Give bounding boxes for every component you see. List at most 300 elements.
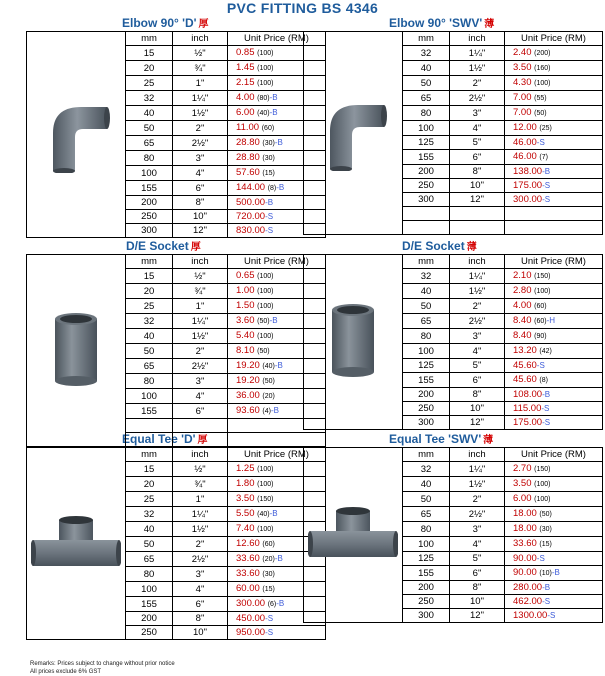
stock-code: -B xyxy=(274,138,283,147)
size-inch: 3" xyxy=(450,106,505,121)
unit-price-cell xyxy=(505,537,603,552)
unit-price: 4.00 xyxy=(236,92,255,103)
unit-price: 28.80 xyxy=(236,152,260,163)
size-mm: 155 xyxy=(126,597,173,612)
unit-price: 0.65 xyxy=(236,270,255,281)
unit-price: 8.10 xyxy=(236,345,255,356)
elbow-fitting-icon xyxy=(318,163,388,174)
price-table xyxy=(303,31,603,235)
stock-code: -S xyxy=(265,226,274,235)
unit-price: 36.00 xyxy=(236,390,260,401)
unit-price-cell xyxy=(228,626,326,640)
table-header-row xyxy=(304,32,603,46)
unit-price: 60.00 xyxy=(236,583,260,594)
stock-code: -B xyxy=(274,554,283,563)
size-mm: 250 xyxy=(403,179,450,193)
size-mm: 155 xyxy=(403,150,450,165)
unit-price: 138.00 xyxy=(513,166,543,177)
section-title xyxy=(402,238,477,253)
pack-quantity: (100) xyxy=(534,80,551,87)
size-mm: 65 xyxy=(403,507,450,522)
page-title: PVC FITTING BS 4346 xyxy=(226,0,379,16)
size-inch: 10" xyxy=(173,210,228,224)
size-mm: 50 xyxy=(126,537,173,552)
price-table-block xyxy=(303,254,602,430)
section-title xyxy=(389,15,494,30)
thickness-mark: 厚 xyxy=(198,19,209,30)
size-mm: 100 xyxy=(126,166,173,181)
unit-price: 12.00 xyxy=(513,122,537,133)
size-inch: 1¼" xyxy=(173,91,228,106)
unit-price: 950.00 xyxy=(236,627,266,638)
size-mm: 300 xyxy=(126,224,173,238)
unit-price: 45.60 xyxy=(513,374,537,385)
size-mm: 50 xyxy=(403,76,450,91)
size-mm: 20 xyxy=(126,61,173,76)
unit-price: 28.80 xyxy=(236,137,260,148)
stock-code: -S xyxy=(541,404,550,413)
unit-price: 300.00 xyxy=(236,598,266,609)
pack-quantity: (30) xyxy=(539,526,552,533)
size-mm: 80 xyxy=(126,567,173,582)
pack-quantity: (20) xyxy=(262,393,275,400)
size-mm: 250 xyxy=(403,402,450,416)
stock-code: -S xyxy=(536,554,545,563)
size-inch: 6" xyxy=(450,150,505,165)
stock-code: -S xyxy=(265,614,274,623)
tee-fitting-icon xyxy=(308,553,398,564)
size-mm: 32 xyxy=(126,91,173,106)
unit-price: 8.40 xyxy=(513,330,532,341)
stock-code: -S xyxy=(542,418,551,427)
unit-price: 6.00 xyxy=(236,107,255,118)
size-mm: 155 xyxy=(126,404,173,419)
unit-price: 7.00 xyxy=(513,107,532,118)
product-image-cell xyxy=(304,255,403,430)
size-inch: 3" xyxy=(173,567,228,582)
size-inch: 1¼" xyxy=(173,314,228,329)
unit-price: 19.20 xyxy=(236,360,260,371)
pack-quantity: (100) xyxy=(257,333,274,340)
unit-price-cell xyxy=(505,314,603,329)
size-mm: 40 xyxy=(403,61,450,76)
pack-quantity: (100) xyxy=(257,466,274,473)
size-inch: 6" xyxy=(450,566,505,581)
pack-quantity: (40) xyxy=(257,511,270,518)
header-inch: inch xyxy=(450,255,505,269)
size-mm: 80 xyxy=(126,374,173,389)
size-inch: 4" xyxy=(173,582,228,597)
unit-price: 57.60 xyxy=(236,167,260,178)
size-inch: 10" xyxy=(173,626,228,640)
pack-quantity: (50) xyxy=(257,348,270,355)
size-mm: 65 xyxy=(126,136,173,151)
pack-quantity: (150) xyxy=(534,466,551,473)
header-inch: inch xyxy=(450,32,505,46)
price-table-block xyxy=(26,447,325,640)
unit-price-cell xyxy=(505,595,603,609)
size-inch: ¾" xyxy=(173,477,228,492)
header-inch: inch xyxy=(450,448,505,462)
size-inch: 1¼" xyxy=(173,507,228,522)
size-inch: ½" xyxy=(173,269,228,284)
socket-fitting-icon xyxy=(328,370,378,381)
size-mm: 200 xyxy=(403,165,450,179)
pack-quantity: (100) xyxy=(257,65,274,72)
stock-code: -B xyxy=(542,167,551,176)
size-inch: 4" xyxy=(450,121,505,136)
size-mm: 65 xyxy=(126,359,173,374)
price-table-block xyxy=(26,254,325,447)
size-inch: 4" xyxy=(173,166,228,181)
pack-quantity: (20) xyxy=(262,556,275,563)
size-inch: ¾" xyxy=(173,284,228,299)
size-inch: 1¼" xyxy=(450,462,505,477)
unit-price: 3.50 xyxy=(513,62,532,73)
size-mm: 32 xyxy=(126,507,173,522)
unit-price: 33.60 xyxy=(236,568,260,579)
size-inch: 2" xyxy=(173,344,228,359)
product-image-cell xyxy=(27,32,126,238)
unit-price-cell xyxy=(505,179,603,193)
size-inch: 12" xyxy=(450,193,505,207)
unit-price: 33.60 xyxy=(236,553,260,564)
size-mm: 32 xyxy=(403,462,450,477)
unit-price: 1.25 xyxy=(236,463,255,474)
size-inch: 1" xyxy=(173,76,228,91)
thickness-mark: 薄 xyxy=(483,435,494,446)
table-header-row xyxy=(304,448,603,462)
size-inch: 1¼" xyxy=(450,46,505,61)
unit-price: 175.00 xyxy=(513,417,543,428)
size-mm: 40 xyxy=(126,106,173,121)
size-inch: 8" xyxy=(173,612,228,626)
pack-quantity: (55) xyxy=(534,95,547,102)
unit-price-cell xyxy=(505,329,603,344)
stock-code: -B xyxy=(265,198,274,207)
header-price: Unit Price (RM) xyxy=(505,32,603,46)
size-inch: 1" xyxy=(173,492,228,507)
pack-quantity: (100) xyxy=(257,288,274,295)
product-image-cell xyxy=(27,255,126,447)
unit-price: 1.45 xyxy=(236,62,255,73)
size-inch: 12" xyxy=(173,224,228,238)
stock-code: -B xyxy=(269,316,278,325)
size-inch: 1½" xyxy=(450,61,505,76)
unit-price: 13.20 xyxy=(513,345,537,356)
unit-price: 33.60 xyxy=(513,538,537,549)
price-table xyxy=(303,254,603,430)
product-image-cell xyxy=(304,448,403,623)
size-inch xyxy=(173,433,228,447)
stock-code: -B xyxy=(270,406,279,415)
unit-price: 12.60 xyxy=(236,538,260,549)
size-mm: 15 xyxy=(126,46,173,61)
section-name: Equal Tee 'SWV' xyxy=(389,432,482,446)
size-inch: 5" xyxy=(450,359,505,373)
unit-price-cell xyxy=(505,46,603,61)
stock-code: -S xyxy=(536,361,545,370)
size-mm: 155 xyxy=(403,566,450,581)
pack-quantity: (200) xyxy=(534,50,551,57)
pack-quantity: (60) xyxy=(534,303,547,310)
size-mm: 200 xyxy=(126,196,173,210)
unit-price-cell xyxy=(505,566,603,581)
header-price: Unit Price (RM) xyxy=(228,32,326,46)
stock-code: -B xyxy=(542,583,551,592)
unit-price-cell xyxy=(228,433,326,447)
unit-price-cell xyxy=(505,492,603,507)
unit-price: 19.20 xyxy=(236,375,260,386)
size-mm: 300 xyxy=(403,609,450,623)
size-inch: 3" xyxy=(173,151,228,166)
size-inch: 3" xyxy=(450,329,505,344)
size-mm: 80 xyxy=(126,151,173,166)
size-mm: 20 xyxy=(126,477,173,492)
size-inch: 1¼" xyxy=(450,269,505,284)
size-mm: 65 xyxy=(126,552,173,567)
unit-price-cell xyxy=(505,299,603,314)
pack-quantity: (15) xyxy=(539,541,552,548)
size-inch: 2½" xyxy=(450,314,505,329)
pack-quantity: (100) xyxy=(257,273,274,280)
pack-quantity: (30) xyxy=(262,140,275,147)
unit-price: 720.00 xyxy=(236,211,266,222)
header-inch: inch xyxy=(173,255,228,269)
size-inch: 2" xyxy=(173,537,228,552)
size-mm: 40 xyxy=(403,284,450,299)
unit-price: 90.00 xyxy=(513,553,537,564)
price-table xyxy=(26,447,326,640)
unit-price-cell xyxy=(505,150,603,165)
size-inch: ¾" xyxy=(173,61,228,76)
pack-quantity: (100) xyxy=(534,288,551,295)
unit-price-cell xyxy=(505,91,603,106)
pack-quantity: (4) xyxy=(262,408,271,415)
unit-price-cell xyxy=(505,462,603,477)
unit-price-cell xyxy=(505,344,603,359)
pack-quantity: (100) xyxy=(257,481,274,488)
size-inch xyxy=(173,419,228,433)
size-inch: 12" xyxy=(450,609,505,623)
size-mm: 250 xyxy=(126,626,173,640)
header-mm: mm xyxy=(403,448,450,462)
pack-quantity: (50) xyxy=(534,110,547,117)
unit-price-cell xyxy=(505,402,603,416)
size-mm xyxy=(403,207,450,221)
size-mm: 155 xyxy=(403,373,450,388)
pack-quantity: (30) xyxy=(262,571,275,578)
price-table-block xyxy=(26,31,325,238)
size-inch: 8" xyxy=(450,581,505,595)
unit-price-cell xyxy=(505,359,603,373)
unit-price-cell xyxy=(505,552,603,566)
size-mm: 25 xyxy=(126,76,173,91)
stock-code: -H xyxy=(546,316,556,325)
section-title xyxy=(126,238,201,253)
header-mm: mm xyxy=(403,255,450,269)
unit-price-cell xyxy=(505,207,603,221)
size-inch: 5" xyxy=(450,136,505,150)
unit-price: 5.40 xyxy=(236,330,255,341)
pack-quantity: (160) xyxy=(534,65,551,72)
unit-price: 500.00 xyxy=(236,197,266,208)
stock-code: -S xyxy=(542,195,551,204)
size-mm xyxy=(403,221,450,235)
unit-price: 7.40 xyxy=(236,523,255,534)
size-mm: 15 xyxy=(126,462,173,477)
size-inch: 6" xyxy=(173,404,228,419)
tee-fitting-icon xyxy=(31,562,121,573)
section-name: D/E Socket xyxy=(402,239,465,253)
pack-quantity: (15) xyxy=(262,170,275,177)
socket-fitting-icon xyxy=(51,379,101,390)
unit-price: 18.00 xyxy=(513,508,537,519)
size-inch: 1½" xyxy=(173,106,228,121)
size-inch: 2" xyxy=(450,76,505,91)
unit-price: 830.00 xyxy=(236,225,266,236)
pack-quantity: (60) xyxy=(261,125,275,132)
pack-quantity: (8) xyxy=(539,377,548,384)
unit-price: 90.00 xyxy=(513,567,537,578)
pack-quantity: (50) xyxy=(262,378,275,385)
header-inch: inch xyxy=(173,32,228,46)
unit-price: 280.00 xyxy=(513,582,543,593)
unit-price: 8.40 xyxy=(513,315,532,326)
stock-code: -B xyxy=(542,390,551,399)
pack-quantity: (15) xyxy=(262,586,275,593)
unit-price: 108.00 xyxy=(513,389,543,400)
stock-code: -B xyxy=(276,183,285,192)
pack-quantity: (25) xyxy=(539,125,552,132)
unit-price-cell xyxy=(505,609,603,623)
table-header-row xyxy=(304,255,603,269)
size-inch: 6" xyxy=(173,181,228,196)
table-header-row xyxy=(27,32,326,46)
size-inch: 2½" xyxy=(173,359,228,374)
unit-price: 2.15 xyxy=(236,77,255,88)
size-inch: 2½" xyxy=(173,136,228,151)
size-mm xyxy=(126,419,173,433)
header-mm: mm xyxy=(126,448,173,462)
size-mm: 100 xyxy=(403,344,450,359)
size-mm: 200 xyxy=(403,581,450,595)
unit-price-cell xyxy=(505,165,603,179)
size-inch: 10" xyxy=(450,595,505,609)
thickness-mark: 厚 xyxy=(190,242,201,253)
elbow-fitting-icon xyxy=(41,165,111,176)
unit-price-cell xyxy=(505,388,603,402)
unit-price: 450.00 xyxy=(236,613,266,624)
pack-quantity: (100) xyxy=(534,481,551,488)
price-table xyxy=(26,254,326,447)
size-mm: 125 xyxy=(403,552,450,566)
unit-price: 2.40 xyxy=(513,47,532,58)
thickness-mark: 薄 xyxy=(466,242,477,253)
size-inch: ½" xyxy=(173,46,228,61)
pack-quantity: (100) xyxy=(257,50,274,57)
price-table xyxy=(303,447,603,623)
size-inch: 1" xyxy=(173,299,228,314)
size-inch: 2" xyxy=(450,299,505,314)
unit-price: 18.00 xyxy=(513,523,537,534)
unit-price: 1.00 xyxy=(236,285,255,296)
stock-code: -S xyxy=(265,628,274,637)
unit-price-cell xyxy=(505,106,603,121)
pack-quantity: (30) xyxy=(262,155,275,162)
pack-quantity: (40) xyxy=(262,363,275,370)
size-mm xyxy=(126,433,173,447)
size-mm: 15 xyxy=(126,269,173,284)
unit-price-cell xyxy=(505,121,603,136)
size-inch: 3" xyxy=(173,374,228,389)
size-mm: 40 xyxy=(126,522,173,537)
unit-price: 1.80 xyxy=(236,478,255,489)
price-table xyxy=(26,31,326,238)
size-inch: 8" xyxy=(173,196,228,210)
unit-price-cell xyxy=(505,507,603,522)
unit-price-cell xyxy=(505,284,603,299)
pack-quantity: (150) xyxy=(534,273,551,280)
thickness-mark: 厚 xyxy=(197,435,208,446)
unit-price: 4.30 xyxy=(513,77,532,88)
pack-quantity: (60) xyxy=(262,541,275,548)
unit-price: 4.00 xyxy=(513,300,532,311)
stock-code: -B xyxy=(551,568,560,577)
unit-price: 5.50 xyxy=(236,508,255,519)
size-mm: 40 xyxy=(126,329,173,344)
section-name: D/E Socket xyxy=(126,239,189,253)
size-mm: 200 xyxy=(126,612,173,626)
size-inch: ½" xyxy=(173,462,228,477)
unit-price: 2.10 xyxy=(513,270,532,281)
size-inch: 10" xyxy=(450,179,505,193)
size-mm: 125 xyxy=(403,359,450,373)
size-mm: 125 xyxy=(403,136,450,150)
stock-code: -B xyxy=(274,361,283,370)
header-price: Unit Price (RM) xyxy=(228,255,326,269)
unit-price: 462.00 xyxy=(513,596,543,607)
unit-price-cell xyxy=(505,477,603,492)
size-inch: 5" xyxy=(450,552,505,566)
section-name: Elbow 90° 'SWV' xyxy=(389,16,483,30)
size-mm: 32 xyxy=(403,269,450,284)
unit-price: 46.00 xyxy=(513,137,537,148)
unit-price: 1300.00 xyxy=(513,610,548,621)
unit-price: 3.50 xyxy=(513,478,532,489)
unit-price: 7.00 xyxy=(513,92,532,103)
unit-price-cell xyxy=(505,269,603,284)
size-inch: 2½" xyxy=(173,552,228,567)
stock-code: -S xyxy=(265,212,274,221)
size-mm: 200 xyxy=(403,388,450,402)
header-mm: mm xyxy=(403,32,450,46)
size-mm: 65 xyxy=(403,91,450,106)
stock-code: -B xyxy=(269,509,278,518)
size-mm: 80 xyxy=(403,106,450,121)
section-name: Equal Tee 'D' xyxy=(122,432,196,446)
section-name: Elbow 90° 'D' xyxy=(122,16,197,30)
unit-price: 144.00 xyxy=(236,182,266,193)
remarks-line: Remarks: Prices subject to change without prior notice xyxy=(30,661,175,667)
product-image-cell xyxy=(27,448,126,640)
size-inch: 8" xyxy=(450,388,505,402)
header-price: Unit Price (RM) xyxy=(505,255,603,269)
pack-quantity: (10) xyxy=(539,570,552,577)
size-inch: 6" xyxy=(450,373,505,388)
size-inch: 4" xyxy=(173,389,228,404)
size-mm: 100 xyxy=(126,389,173,404)
